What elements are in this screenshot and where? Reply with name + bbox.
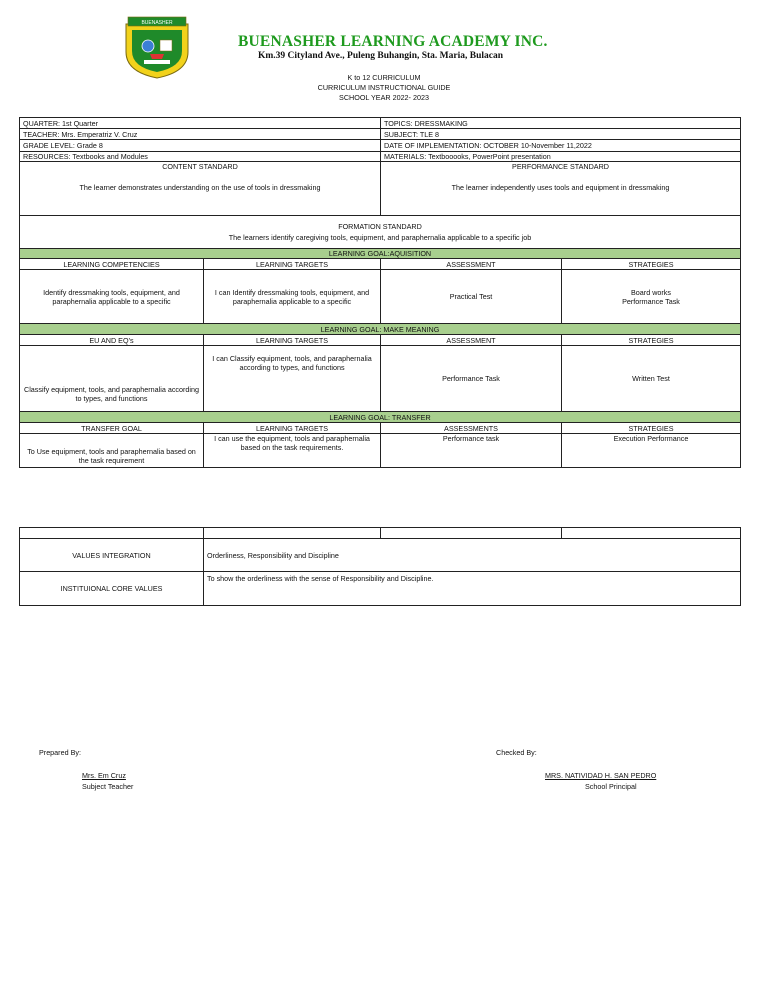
values-blank-3 <box>381 528 562 539</box>
tr-strategies: Execution Performance <box>562 434 741 468</box>
acq-header-2: LEARNING TARGETS <box>204 259 381 270</box>
values-blank-2 <box>204 528 381 539</box>
acq-competency: Identify dressmaking tools, equipment, and paraphernalia applicable to a specific <box>20 270 204 324</box>
content-standard-header: CONTENT STANDARD <box>162 162 238 171</box>
performance-standard-header: PERFORMANCE STANDARD <box>512 162 609 171</box>
svg-text:BUENASHER: BUENASHER <box>141 20 173 26</box>
goal-meaning-band: LEARNING GOAL: MAKE MEANING <box>20 324 741 335</box>
core-values-text: To show the orderliness with the sense of Responsibility and Discipline. <box>204 572 741 606</box>
tr-assessment: Performance task <box>381 434 562 468</box>
values-integration-label: VALUES INTEGRATION <box>20 539 204 572</box>
teacher-cell: TEACHER: Mrs. Emperatriz V. Cruz <box>20 129 381 140</box>
grade-cell: GRADE LEVEL: Grade 8 <box>20 140 381 152</box>
checked-by-name: MRS. NATIVIDAD H. SAN PEDRO <box>545 771 657 780</box>
tr-header-1: TRANSFER GOAL <box>20 423 204 434</box>
formation-standard-text: The learners identify caregiving tools, equipment, and paraphernalia applicable to a specific job <box>228 233 532 242</box>
values-blank-4 <box>562 528 741 539</box>
tr-target: I can use the equipment, tools and paraphernalia based on the task requirements. <box>204 434 381 468</box>
performance-standard-cell <box>381 162 741 216</box>
values-table <box>19 527 741 606</box>
checked-by-label: Checked By: <box>496 748 537 757</box>
goal-transfer-band: LEARNING GOAL: TRANSFER <box>20 412 741 423</box>
resources-cell: RESOURCES: Textbooks and Modules <box>20 152 381 162</box>
mm-strategies: Written Test <box>562 346 741 412</box>
mm-header-2: LEARNING TARGETS <box>204 335 381 346</box>
quarter-cell: QUARTER: 1st Quarter <box>20 118 381 129</box>
curriculum-line: K to 12 CURRICULUM <box>347 73 421 82</box>
goal-acquisition-band: LEARNING GOAL:AQUISITION <box>20 249 741 259</box>
guide-line: CURRICULUM INSTRUCTIONAL GUIDE <box>317 83 451 92</box>
date-cell: DATE OF IMPLEMENTATION: OCTOBER 10-November 11,2022 <box>381 140 741 152</box>
tr-goal: To Use equipment, tools and paraphernalia based on the task requirement <box>20 434 204 468</box>
mm-header-3: ASSESSMENT <box>381 335 562 346</box>
school-address: Km.39 Cityland Ave., Puleng Buhangin, Sta. Maria, Bulacan <box>258 51 504 61</box>
prepared-by-label: Prepared By: <box>39 748 81 757</box>
content-standard-cell <box>20 162 381 216</box>
tr-header-2: LEARNING TARGETS <box>204 423 381 434</box>
school-name: BUENASHER LEARNING ACADEMY INC. <box>238 33 548 50</box>
school-year-line: SCHOOL YEAR 2022- 2023 <box>339 93 429 102</box>
acq-header-4: STRATEGIES <box>562 259 741 270</box>
materials-cell: MATERIALS: Textbooooks, PowerPoint presentation <box>381 152 741 162</box>
acq-header-1: LEARNING COMPETENCIES <box>20 259 204 270</box>
acq-assessment: Practical Test <box>381 270 562 324</box>
mm-target: I can Classify equipment, tools, and paraphernalia according to types, and functions <box>204 346 381 412</box>
tr-header-4: STRATEGIES <box>562 423 741 434</box>
mm-header-1: EU AND EQ’s <box>20 335 204 346</box>
prepared-by-name: Mrs. Em Cruz <box>82 771 126 780</box>
acq-header-3: ASSESSMENT <box>381 259 562 270</box>
values-integration-text: Orderliness, Responsibility and Discipline <box>204 539 741 572</box>
checked-by-title: School Principal <box>585 782 637 791</box>
performance-standard-text: The learner independently uses tools and equipment in dressmaking <box>451 183 670 192</box>
mm-eu-eq: Classify equipment, tools, and paraphernalia according to types, and functions <box>20 346 204 412</box>
mm-assessment: Performance Task <box>381 346 562 412</box>
topics-cell: TOPICS: DRESSMAKING <box>381 118 741 129</box>
formation-standard-header: FORMATION STANDARD <box>338 222 422 231</box>
acq-target: I can Identify dressmaking tools, equipment, and paraphernalia applicable to a specific <box>204 270 381 324</box>
mm-header-4: STRATEGIES <box>562 335 741 346</box>
school-logo <box>118 14 196 80</box>
core-values-label: INSTITUIONAL CORE VALUES <box>20 572 204 606</box>
values-blank-1 <box>20 528 204 539</box>
subject-cell: SUBJECT: TLE 8 <box>381 129 741 140</box>
formation-standard-cell <box>20 216 741 249</box>
acq-strategies: Board works Performance Task <box>562 270 741 324</box>
prepared-by-title: Subject Teacher <box>82 782 134 791</box>
content-standard-text: The learner demonstrates understanding on the use of tools in dressmaking <box>79 183 321 192</box>
tr-header-3: ASSESSMENTS <box>381 423 562 434</box>
curriculum-table <box>19 117 741 468</box>
